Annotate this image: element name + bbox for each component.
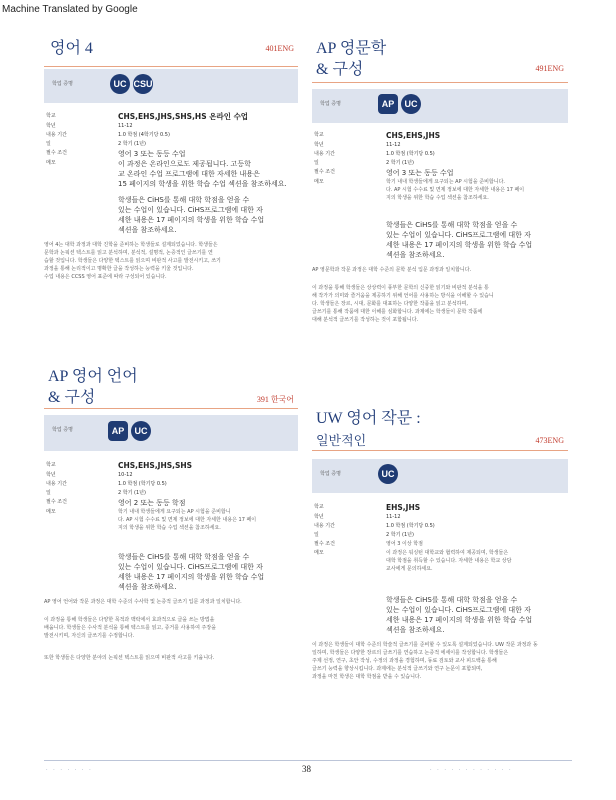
note-line: 이 과정은 온라인으로도 제공됩니다. 고등학	[118, 160, 251, 168]
cihs-line: 학생들은 CiHS를 통해 대학 학점을 얻을 수	[118, 196, 250, 204]
schools-value: CHS,EHS,JHS	[386, 131, 441, 140]
page-number: 38	[302, 764, 311, 774]
course-lead: AP 영문학과 작문 과정은 대학 수준의 문학 분석 입문 과정과 일치합니다.	[312, 267, 472, 273]
meta-key-prereq: 필수 조건	[46, 150, 67, 156]
course-ap-language	[44, 364, 298, 662]
credit-band	[312, 89, 568, 123]
meta-key-credits: 내용 기간	[314, 151, 335, 157]
desc-line: 일하며, 학생들은 다양한 장르의 글쓰기를 연습하고 논증적 에세이를 작성합니다. 학생들은	[312, 650, 509, 656]
course-title-row	[44, 36, 298, 67]
credits-value: 1.0 학점 (4학기당 0.5)	[118, 132, 170, 138]
note-line: 교사에게 문의하세요.	[386, 566, 433, 572]
cihs-line: 학생들은 CiHS를 통해 대학 학점을 얻을 수	[386, 221, 518, 229]
schools-value: EHS,JHS	[386, 503, 421, 512]
cihs-line: 섹션을 참조하세요.	[386, 251, 445, 259]
course-meta	[312, 131, 568, 260]
cihs-line: 세한 내용은 17 페이지의 학생을 위한 학습 수업	[118, 216, 265, 224]
credits-value: 1.0 학점 (학기당 0.5)	[386, 151, 435, 157]
note-line: 다. AP 시험 수수료 및 면제 정보에 대한 자세한 내용은 17 페이	[386, 187, 525, 193]
course-title: AP 영문학	[316, 40, 387, 57]
desc-line: 이 과정은 학생들이 대학 수준의 학술적 글쓰기를 준비할 수 있도록 설계되었습니다. UW 작문 과정과 동	[312, 642, 538, 648]
cihs-line: 있는 수업이 있습니다. CiHS프로그램에 대한 자	[118, 563, 263, 571]
band-label: 학업 증명	[320, 471, 341, 477]
meta-key-prereq: 필수 조건	[314, 541, 335, 547]
meta-key-days: 일	[314, 532, 319, 538]
desc-line: 과정을 마친 학생은 대학 학점을 받을 수 있습니다.	[312, 674, 422, 680]
footer-divider	[44, 760, 572, 761]
desc-line: 다. 학생들은 장르, 시대, 문화를 대표하는 다양한 작품을 읽고 분석하며,	[312, 301, 468, 307]
course-uw-writing	[312, 406, 568, 681]
cihs-line: 학생들은 CiHS를 통해 대학 학점을 얻을 수	[386, 596, 518, 604]
meta-key-days: 일	[46, 490, 51, 496]
course-description	[312, 284, 568, 324]
course-code: 401ENG	[265, 44, 294, 53]
course-meta	[44, 461, 298, 592]
course-meta	[44, 112, 298, 235]
uc-icon: UC	[131, 421, 151, 441]
note-line: 이 과정은 워싱턴 대학교와 협력하여 제공되며, 학생들은	[386, 550, 509, 556]
uc-icon: UC	[401, 94, 421, 114]
meta-key-prereq: 필수 조건	[46, 499, 67, 505]
uc-icon: UC	[378, 464, 398, 484]
desc-line: 대해 분석적 글쓰기를 작성하는 것이 포함됩니다.	[312, 317, 419, 323]
course-title-row	[44, 364, 298, 409]
credits-value: 1.0 학점 (학기당 0.5)	[118, 481, 167, 487]
note-line: 다. AP 시험 수수료 및 면제 정보에 대한 자세한 내용은 17 페이	[118, 517, 257, 523]
meta-key-schools: 학교	[46, 113, 56, 119]
desc-line: 수업 내용은 CCSS 영어 표준에 따라 구성되어 있습니다.	[44, 274, 167, 280]
desc-line: 이 과정을 통해 학생들은 상상력이 풍부한 문학의 신중한 읽기와 비판적 분석을 통	[312, 285, 489, 291]
course-description	[44, 241, 298, 281]
course-title-row	[312, 406, 568, 451]
course-title-row	[312, 36, 568, 83]
course-code: 473ENG	[535, 436, 564, 445]
course-title: 영어 4	[50, 40, 93, 57]
cihs-line: 있는 수업이 있습니다. CiHS프로그램에 대한 자	[386, 231, 531, 239]
desc-line: 발전시키며, 자신의 글쓰기를 수정합니다.	[44, 633, 135, 639]
cihs-line: 있는 수업이 있습니다. CiHS프로그램에 대한 자	[118, 206, 263, 214]
meta-key-grades: 학년	[46, 123, 56, 129]
course-english-4	[44, 36, 298, 281]
cihs-line: 세한 내용은 17 페이지의 학생을 위한 학습 수업	[118, 573, 265, 581]
cihs-line: 섹션을 참조하세요.	[386, 626, 445, 634]
desc-line: 이 과정을 통해 학생들은 다양한 목적과 맥락에서 효과적으로 글을 쓰는 방법을	[44, 617, 215, 623]
course-meta	[312, 503, 568, 635]
prereq-value: 영어 3 또는 동등 수업	[118, 150, 186, 158]
meta-key-notes: 메모	[314, 179, 324, 185]
footer-right-text: · · · · · · · · · · · ·	[430, 767, 513, 773]
meta-key-schools: 학교	[46, 462, 56, 468]
course-code: 491ENG	[535, 64, 564, 73]
meta-key-grades: 학년	[46, 472, 56, 478]
grades-value: 10-12	[118, 472, 133, 478]
credit-band	[44, 415, 298, 451]
cihs-line: 학생들은 CiHS를 통해 대학 학점을 얻을 수	[118, 553, 250, 561]
course-code: 391 한국어	[256, 395, 294, 404]
desc-line: 해 작가가 의미와 즐거움을 제공하기 위해 언어를 사용하는 방식을 이해할 수 있습니	[312, 293, 494, 299]
course-title: UW 영어 작문 :	[316, 410, 421, 427]
prereq-value: 영어 3 또는 동등 수업	[386, 169, 454, 177]
desc-line: 과정을 통해 논리적이고 명확한 글을 작성하는 능력을 키울 것입니다.	[44, 266, 194, 272]
meta-key-credits: 내용 기간	[46, 481, 67, 487]
cihs-line: 세한 내용은 17 페이지의 학생을 위한 학습 수업	[386, 616, 533, 624]
credit-band	[44, 69, 298, 103]
meta-key-days: 일	[46, 141, 51, 147]
cihs-line: 섹션을 참조하세요.	[118, 583, 177, 591]
meta-key-schools: 학교	[314, 504, 324, 510]
meta-key-notes: 메모	[314, 550, 324, 556]
meta-key-notes: 메모	[46, 160, 56, 166]
meta-key-prereq: 필수 조건	[314, 169, 335, 175]
meta-key-schools: 학교	[314, 132, 324, 138]
days-value: 2 학기 (1년)	[118, 141, 146, 147]
desc-line: 습할 것입니다. 학생들은 다양한 텍스트를 읽으며 비판적 사고를 발전시키고, 쓰기	[44, 258, 221, 264]
ap-icon: AP	[378, 94, 398, 114]
uc-icon: UC	[110, 74, 130, 94]
credits-value: 1.0 학점 (학기당 0.5)	[386, 523, 435, 529]
desc-line: 영어 4는 대학 과정과 대학 진학을 준비하는 학생들로 설계되었습니다. 학생들은	[44, 242, 218, 248]
days-value: 2 학기 (1년)	[386, 532, 414, 538]
course-description-extra	[44, 654, 298, 662]
meta-key-notes: 메모	[46, 509, 56, 515]
desc-line: 배웁니다. 학생들은 수사적 분석을 통해 텍스트를 읽고, 증거를 사용하여 주장을	[44, 625, 217, 631]
csu-icon: CSU	[133, 74, 153, 94]
course-title-line2: & 구성	[48, 389, 96, 406]
course-lead: AP 영어 언어와 작문 과정은 대학 수준의 수사학 및 논증적 글쓰기 입문 과정과 일치합니다.	[44, 599, 242, 605]
course-ap-literature	[312, 36, 568, 324]
note-line: 학기 내내 학생들에게 요구되는 AP 시험을 준비합니다.	[386, 179, 505, 185]
days-value: 2 학기 (1년)	[386, 160, 414, 166]
course-title-line2: 일반적인	[316, 433, 367, 448]
note-line: 지의 학생을 위한 학습 수업 섹션을 참조하세요.	[118, 525, 221, 531]
desc-line: 문학과 논픽션 텍스트를 읽고 분석하며, 분석적, 설명적, 논증적인 글쓰기를 연	[44, 250, 213, 256]
desc-line: 글쓰기를 통해 작품에 대한 이해를 심화합니다. 과제에는 학생들이 문학 작품에	[312, 309, 483, 315]
prereq-value: 영어 2 또는 동등 학점	[118, 499, 186, 507]
note-line: 15 페이지의 학생을 위한 학습 수업 섹션을 참조하세요.	[118, 180, 287, 188]
meta-key-credits: 내용 기간	[46, 132, 67, 138]
band-label: 학업 증명	[52, 81, 73, 87]
meta-key-credits: 내용 기간	[314, 523, 335, 529]
machine-translated-label: Machine Translated by Google	[2, 4, 138, 15]
grades-value: 11-12	[386, 514, 401, 520]
desc-line: 글쓰기 능력을 향상시킵니다. 과제에는 분석적 글쓰기와 연구 논문이 포함되며,	[312, 666, 483, 672]
desc-line: 또한 학생들은 다양한 분야의 논픽션 텍스트를 읽으며 비판적 사고를 키웁니다.	[44, 655, 215, 661]
note-line: 지의 학생을 위한 학습 수업 섹션을 참조하세요.	[386, 195, 489, 201]
course-description	[312, 641, 568, 681]
note-line: 대학 학점을 취득할 수 있습니다. 자세한 내용은 학교 상담	[386, 558, 512, 564]
grades-value: 11-12	[386, 142, 401, 148]
course-title-line2: & 구성	[316, 61, 364, 78]
band-label: 학업 증명	[52, 427, 73, 433]
desc-line: 주제 선정, 연구, 초안 작성, 수정의 과정을 경험하며, 동료 검토와 교사 피드백을 통해	[312, 658, 497, 664]
ap-icon: AP	[108, 421, 128, 441]
course-title: AP 영어 언어	[48, 368, 138, 385]
prereq-value: 영어 3 이상 학점	[386, 541, 423, 547]
cihs-line: 있는 수업이 있습니다. CiHS프로그램에 대한 자	[386, 606, 531, 614]
cihs-line: 섹션을 참조하세요.	[118, 226, 177, 234]
course-description	[44, 616, 298, 640]
band-label: 학업 증명	[320, 101, 341, 107]
schools-value: CHS,EHS,JHS,SHS	[118, 461, 193, 470]
meta-key-grades: 학년	[314, 142, 324, 148]
footer-left-text: · · · · · · ·	[46, 767, 93, 773]
note-line: 교 온라인 수업 프로그램에 대한 자세한 내용은	[118, 170, 260, 178]
credit-band	[312, 459, 568, 493]
schools-value: CHS,EHS,JHS,SHS,HS 온라인 수업	[118, 112, 249, 121]
meta-key-days: 일	[314, 160, 319, 166]
meta-key-grades: 학년	[314, 514, 324, 520]
note-line: 학기 내내 학생들에게 요구되는 AP 시험을 준비합니	[118, 509, 231, 515]
days-value: 2 학기 (1년)	[118, 490, 146, 496]
grades-value: 11-12	[118, 123, 133, 129]
cihs-line: 세한 내용은 17 페이지의 학생을 위한 학습 수업	[386, 241, 533, 249]
